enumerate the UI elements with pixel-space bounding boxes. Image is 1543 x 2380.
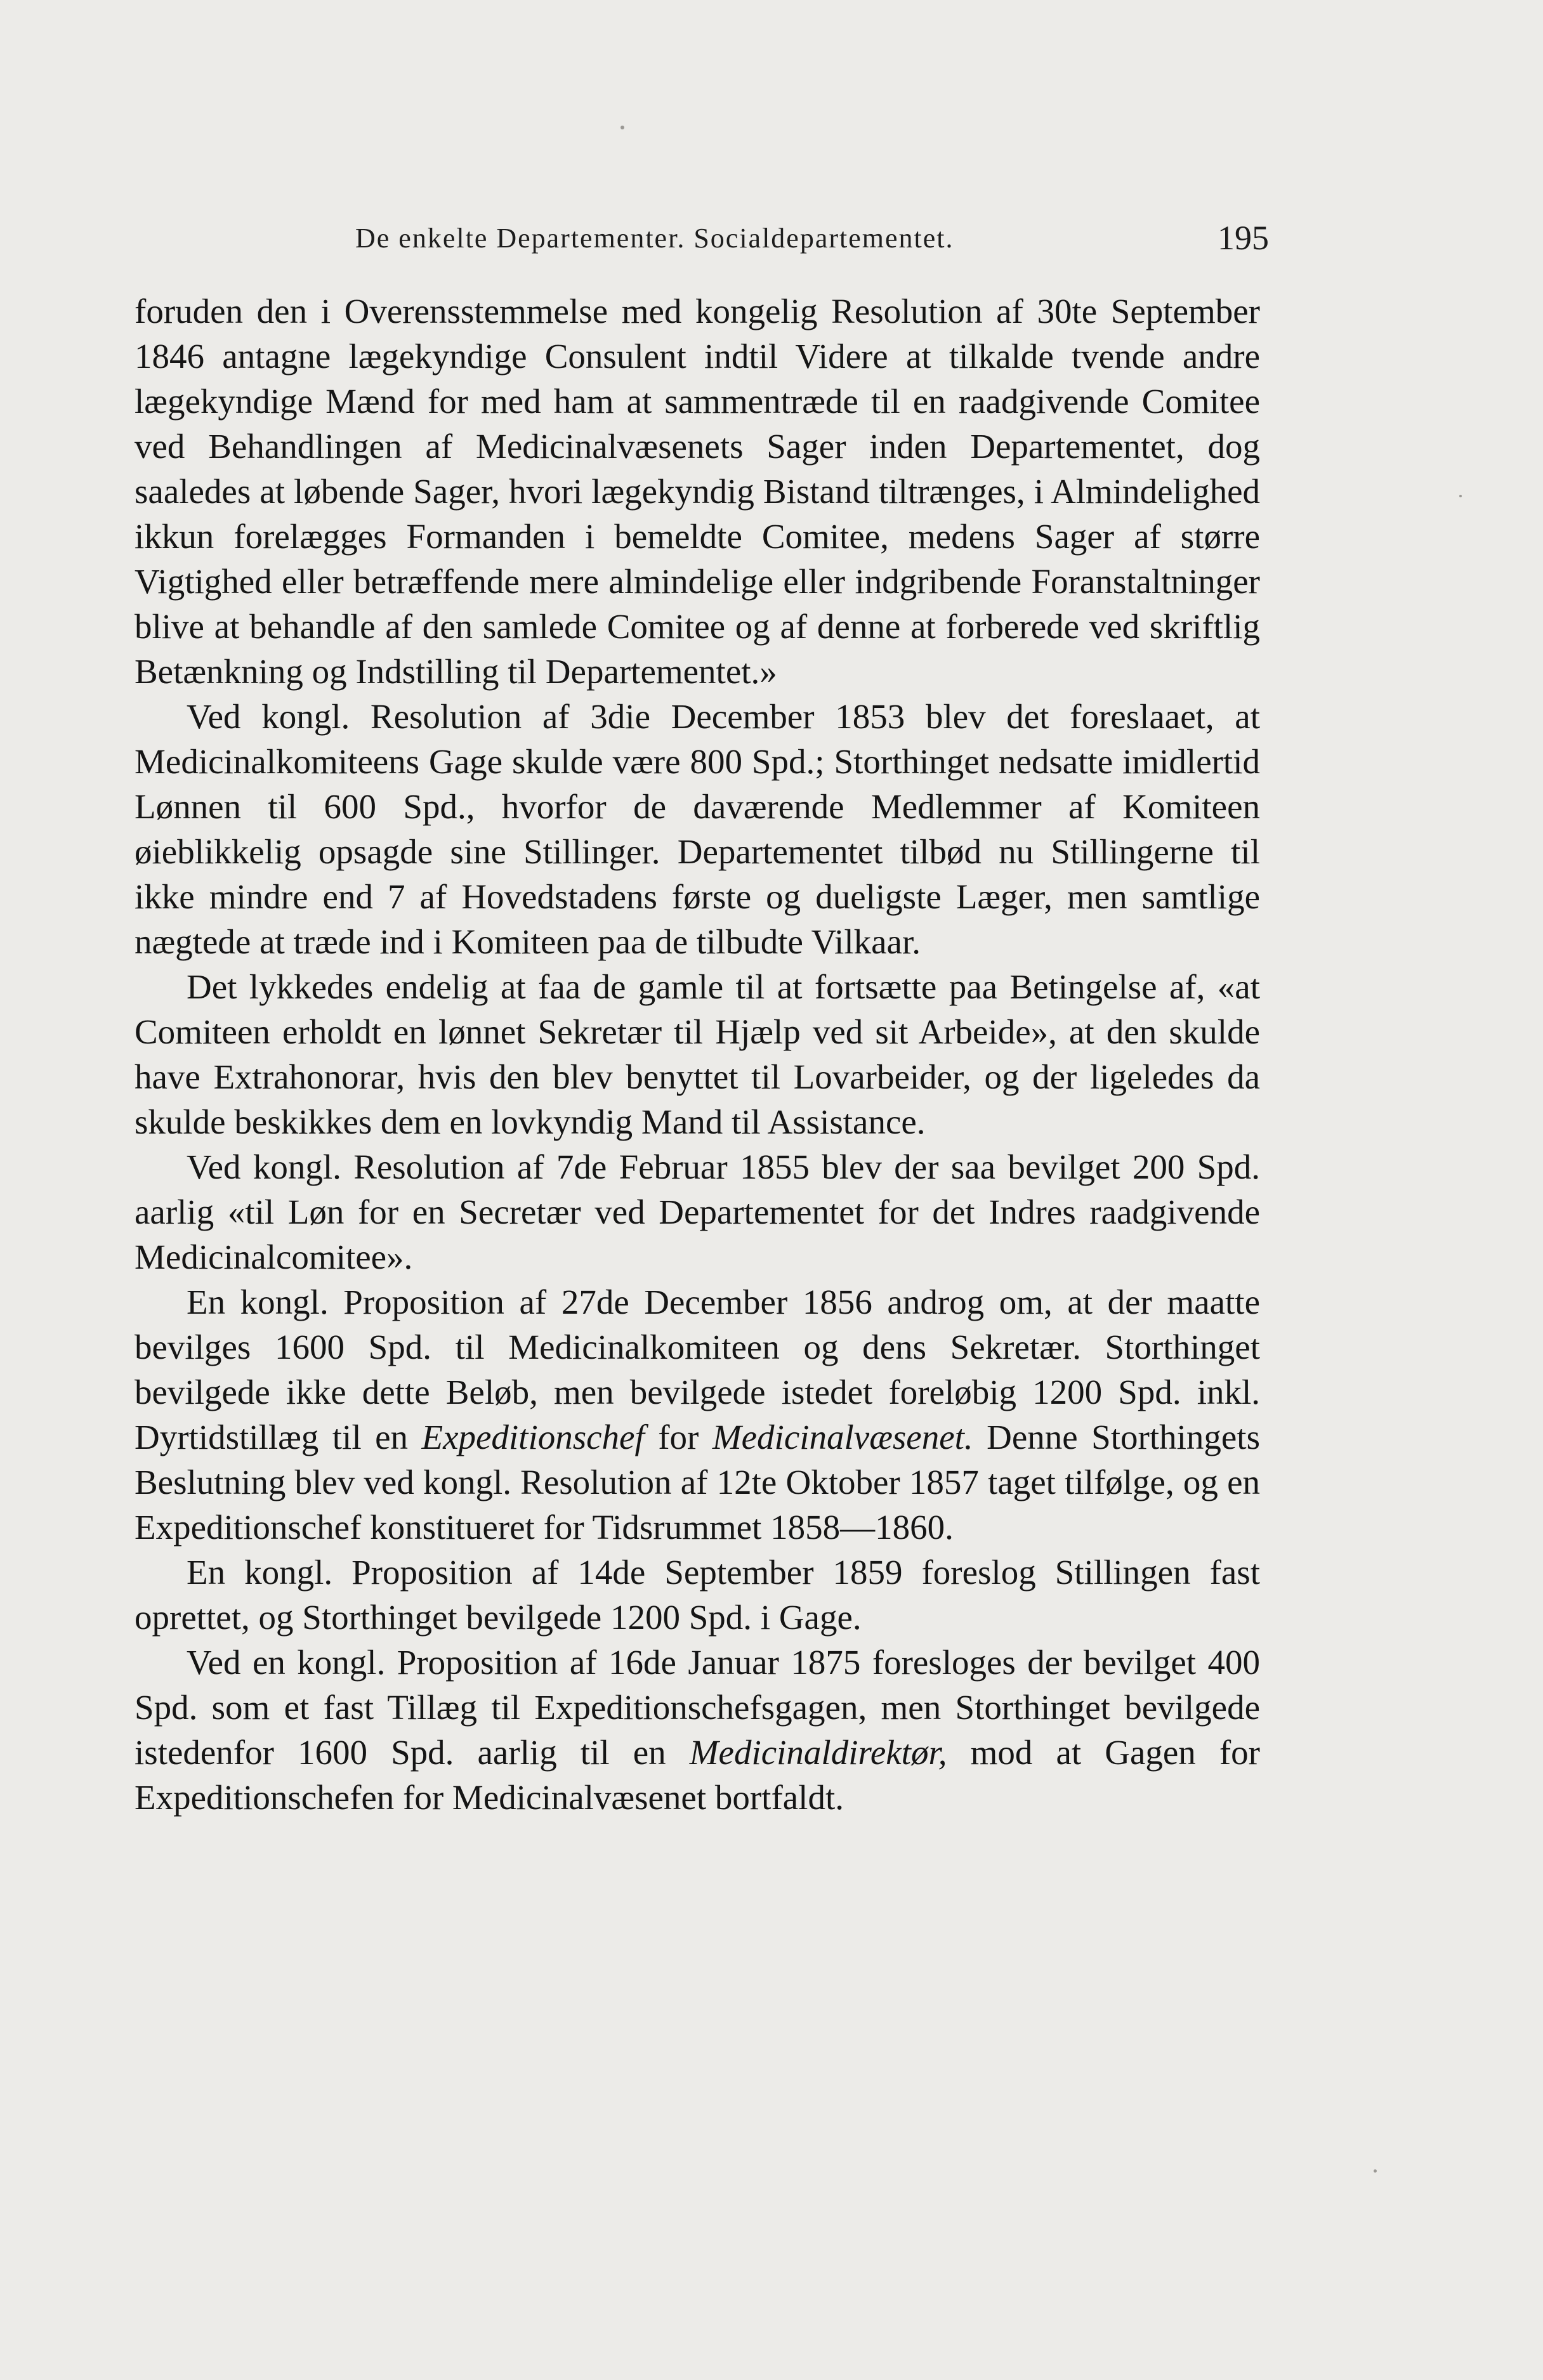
paragraph-resolution-1853: Ved kongl. Resolution af 3die December 1853 blev det foreslaaet, at Medicinalkomiteens Gage skulde være 800 Spd.; Storthinget nedsatte imidlertid Lønnen til 600 Spd., hvorfor de daværende Medlemmer af Komiteen øieblikkelig opsagde sine Stillinger. Departementet tilbød nu Stillingerne til ikke mindre end 7 af Hovedstadens første og dueligste Læger, men samtlige nægtede at træde ind i Komiteen paa de tilbudte Vilkaar. [135, 697, 1260, 961]
paragraph-proposition-1859: En kongl. Proposition af 14de September 1859 foreslog Stillingen fast oprettet, og Storthinget bevilgede 1200 Spd. i Gage. [135, 1553, 1260, 1637]
paragraph-comitee-conditions: Det lykkedes endelig at faa de gamle til at fortsætte paa Betingelse af, «at Comiteen erholdt en lønnet Sekretær til Hjælp ved sit Arbeide», at den skulde have Extrahonorar, hvis den blev benyttet til Lovarbeider, og der ligeledes da skulde beskikkes dem en lovkyndig Mand til Assistance. [135, 967, 1260, 1141]
text-run: Denne Storthingets Beslutning blev ved kongl. Resolution af 12te Oktober 1857 taget tilfølge, og en Expeditionschef konstitueret for Tidsrummet 1858—1860. [135, 1418, 1260, 1546]
text-run: Ved en kongl. Proposition af 16de Januar 1875 foresloges der bevilget 400 Spd. som et fast Tillæg til Expeditionschefsgagen, men Storthinget bevilgede istedenfor 1600 Spd. aarlig til en [135, 1643, 1260, 1772]
text-run: En kongl. Proposition af 27de December 1856 androg om, at der maatte bevilges 1600 Spd. til Medicinalkomiteen og dens Sekretær. Storthinget bevilgede ikke dette Beløb, men bevilgede istedet foreløbig 1200 Spd. inkl. Dyrtidstillæg til en [135, 1283, 1260, 1456]
paragraph-resolution-1855: Ved kongl. Resolution af 7de Februar 1855 blev der saa bevilget 200 Spd. aarlig «til Løn for en Secretær ved Departementet for det Indres raadgivende Medicinalcomitee». [135, 1148, 1260, 1276]
text-run: mod at Gagen for Expeditionschefen for Medicinalvæsenet bortfaldt. [135, 1733, 1260, 1817]
running-header [355, 219, 1389, 266]
paragraph-continuation: foruden den i Overensstemmelse med kongelig Resolution af 30te September 1846 antagne lægekyndige Consulent indtil Videre at tilkalde tvende andre lægekyndige Mænd for med ham at sammentræde til en raadgivende Comitee ved Behandlingen af Medicinalvæsenets Sager inden Departementet, dog saaledes at løbende Sager, hvori lægekyndig Bistand tiltrænges, i Almindelighed ikkun forelægges Formanden i bemeldte Comitee, medens Sager af større Vigtighed eller betræffende mere almindelige eller indgribende Foranstaltninger blive at behandle af den samlede Comitee og af denne at forberede ved skriftlig Betænkning og Indstilling til Departementet.» [135, 292, 1260, 691]
body-text [135, 289, 1260, 1820]
paragraph-proposition-1856 [135, 1279, 1260, 1550]
italic-term: Expeditionschef [421, 1418, 645, 1456]
italic-term: Medicinalvæsenet. [712, 1418, 973, 1456]
italic-term: Medicinaldirektør, [689, 1733, 947, 1772]
paper-speck [1374, 2169, 1377, 2173]
paragraph-proposition-1875 [135, 1640, 1260, 1820]
text-run: for [644, 1418, 712, 1456]
paper-speck [1459, 495, 1462, 497]
page-number: 195 [1218, 219, 1269, 257]
paper-speck [620, 126, 624, 129]
section-title: De enkelte Departementer. Socialdepartementet. [355, 223, 954, 254]
